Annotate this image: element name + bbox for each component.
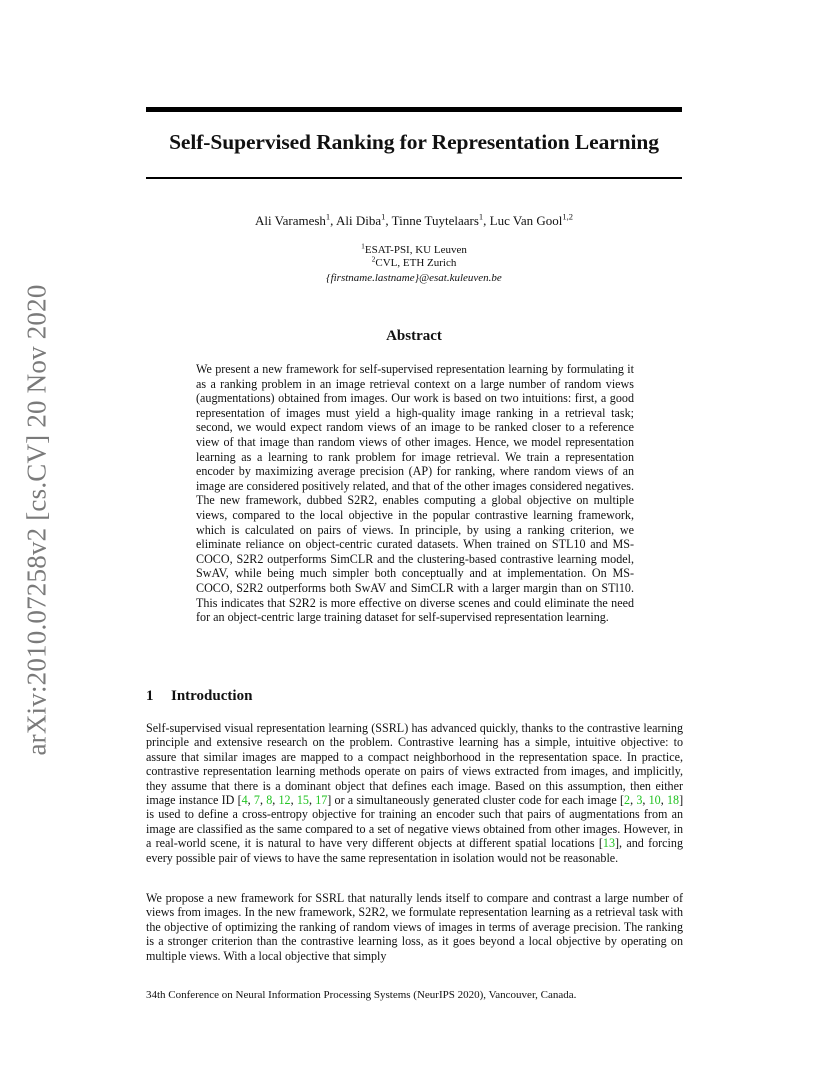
author-affil-mark: 1,2 bbox=[562, 211, 573, 222]
arxiv-side-stamp bbox=[22, 280, 52, 760]
affiliation-mark: 2 bbox=[371, 254, 376, 264]
paragraph-text: ], and forcing every possible pair of views to have the same representation in isolation would not be reasonable. bbox=[146, 836, 684, 865]
author-name: Ali Diba bbox=[335, 213, 382, 228]
paragraph-text: Self-supervised visual representation learning (SSRL) has advanced quickly, thanks to the contrastive learning principle and extensive research on the problem. Contrastive learning has a simple, intuitive objective: to assure that similar images are mapped to a compact neighborhood in the representation space. In practice, contrastive representation learning methods operate on pairs of views extracted from images, and implicitly, they assume that there is a dominant object that defines each image. Based on this assumption, then either image instance ID [ bbox=[146, 721, 683, 808]
arxiv-identifier: arXiv:2010.07258v2 [cs.CV] 20 Nov 2020 bbox=[21, 284, 52, 756]
paragraph-text: ] or a simultaneously generated cluster code for each image [ bbox=[327, 793, 625, 808]
author-email: {firstname.lastname}@esat.kuleuven.be bbox=[326, 272, 502, 284]
citation-link[interactable]: 8 bbox=[266, 793, 273, 808]
paragraph-text: ] is used to define a cross-entropy objective for training an encoder such that pairs of augmentations from an image are classified as the same compared to a set of negative views obtained from other images. However, in a real-world scene, it is natural to have very different objects at different spatial locations [ bbox=[146, 793, 684, 851]
author-affil-mark: 1 bbox=[478, 211, 484, 222]
author-affil-mark: 1 bbox=[325, 211, 331, 222]
citation-link[interactable]: 10 bbox=[648, 793, 661, 808]
section-number: 1 bbox=[146, 688, 154, 704]
citation-link[interactable]: 12 bbox=[278, 793, 291, 808]
affiliation-mark: 1 bbox=[361, 241, 365, 251]
citation-link[interactable]: 4 bbox=[241, 793, 248, 808]
section-heading bbox=[146, 688, 252, 705]
abstract-text: We present a new framework for self-supervised representation learning by formulating it as a ranking problem in an image retrieval context on a large number of random views (augmentations) obtained from images. Our work is based on two intuitions: first, a good representation of images must yield a high-quality image ranking in a retrieval task; second, we would expect random views of an image to be ranked closer to a reference view of that image than random views of other images. Hence, we model representation learning as a learning to rank problem for image retrieval. We train a representation encoder by maximizing average precision (AP) for ranking, where random views of an image are considered positively related, and that of the other images considered negatives. The new framework, dubbed S2R2, enables computing a global objective on multiple views, compared to the local objective in the popular contrastive learning framework, which is calculated on pairs of views. In principle, by using a ranking criterion, we eliminate reliance on object-centric curated datasets. When trained on STL10 and MS-COCO, S2R2 outperforms SimCLR and the clustering-based contrastive learning model, SwAV, while being much simpler both conceptually and at implementation. On MS-COCO, S2R2 outperforms both SwAV and SimCLR with a larger margin than on STl10. This indicates that S2R2 is more effective on diverse scenes and could eliminate the need for an object-centric large training dataset for self-supervised representation learning. bbox=[196, 362, 634, 625]
section-title: Introduction bbox=[171, 688, 253, 704]
affiliation-text: CVL, ETH Zurich bbox=[375, 257, 457, 269]
author-affil-mark: 1 bbox=[381, 211, 386, 222]
citation-link[interactable]: 17 bbox=[315, 793, 328, 808]
citation-link[interactable]: 7 bbox=[253, 793, 260, 808]
affiliation bbox=[146, 254, 682, 270]
affiliation-text: ESAT-PSI, KU Leuven bbox=[364, 244, 467, 256]
author-name: Tinne Tuytelaars bbox=[391, 213, 479, 228]
citation-link[interactable]: 18 bbox=[666, 793, 680, 808]
author-name: Ali Varamesh bbox=[255, 213, 326, 228]
intro-paragraph-1: Self-supervised visual representation learning (SSRL) has advanced quickly, thanks to the contrastive learning principle and extensive research on the problem. Contrastive learning has a simple, intuitive objective: to assure that similar images are mapped to a compact neighborhood in the representation space. In practice, contrastive representation learning methods operate on pairs of views extracted from images, and implicitly, they assume that there is a dominant object that defines each image. Based on this assumption, then either image instance ID [4, 7, 8, 12, 15, 17] or a simultaneously generated cluster code for each image [2, 3, 10, 18] is used to define a cross-entropy objective for training an encoder such that pairs of augmentations from an image are classified as the same compared to a set of negative views obtained from other images. However, in a real-world scene, it is natural to have very different objects at different spatial locations [13], and forcing every possible pair of views to have the same representation in isolation would not be reasonable. bbox=[146, 721, 684, 865]
affiliation bbox=[146, 241, 682, 257]
author-list: Ali Varamesh$^1$, Ali Diba$^1$, Tinne Tuytelaars$^1$, Luc Van Gool$^{1,2}$ bbox=[255, 211, 573, 228]
conference-footnote: 34th Conference on Neural Information Processing Systems (NeurIPS 2020), Vancouver, Canada. bbox=[146, 989, 577, 1001]
citation-link[interactable]: 3 bbox=[636, 793, 643, 808]
citation-link[interactable]: 13 bbox=[602, 836, 616, 851]
abstract-heading: Abstract bbox=[386, 328, 442, 344]
citation-link[interactable]: 2 bbox=[624, 793, 631, 808]
title-rule-bottom bbox=[146, 177, 682, 179]
citation-link[interactable]: 15 bbox=[296, 793, 309, 808]
author-name: Luc Van Gool bbox=[489, 213, 563, 228]
paper-title: Self-Supervised Ranking for Representation Learning bbox=[169, 130, 659, 154]
intro-paragraph-2: We propose a new framework for SSRL that naturally lends itself to compare and contrast a large number of views from images. In the new framework, S2R2, we formulate representation learning as a retrieval task with the objective of optimizing the ranking of random views of images in terms of average precision. The ranking is a stronger criterion than the contrastive learning loss, as it goes beyond a local objective by operating on multiple views. With a local objective that simply bbox=[146, 891, 683, 963]
title-rule-top bbox=[146, 107, 682, 112]
